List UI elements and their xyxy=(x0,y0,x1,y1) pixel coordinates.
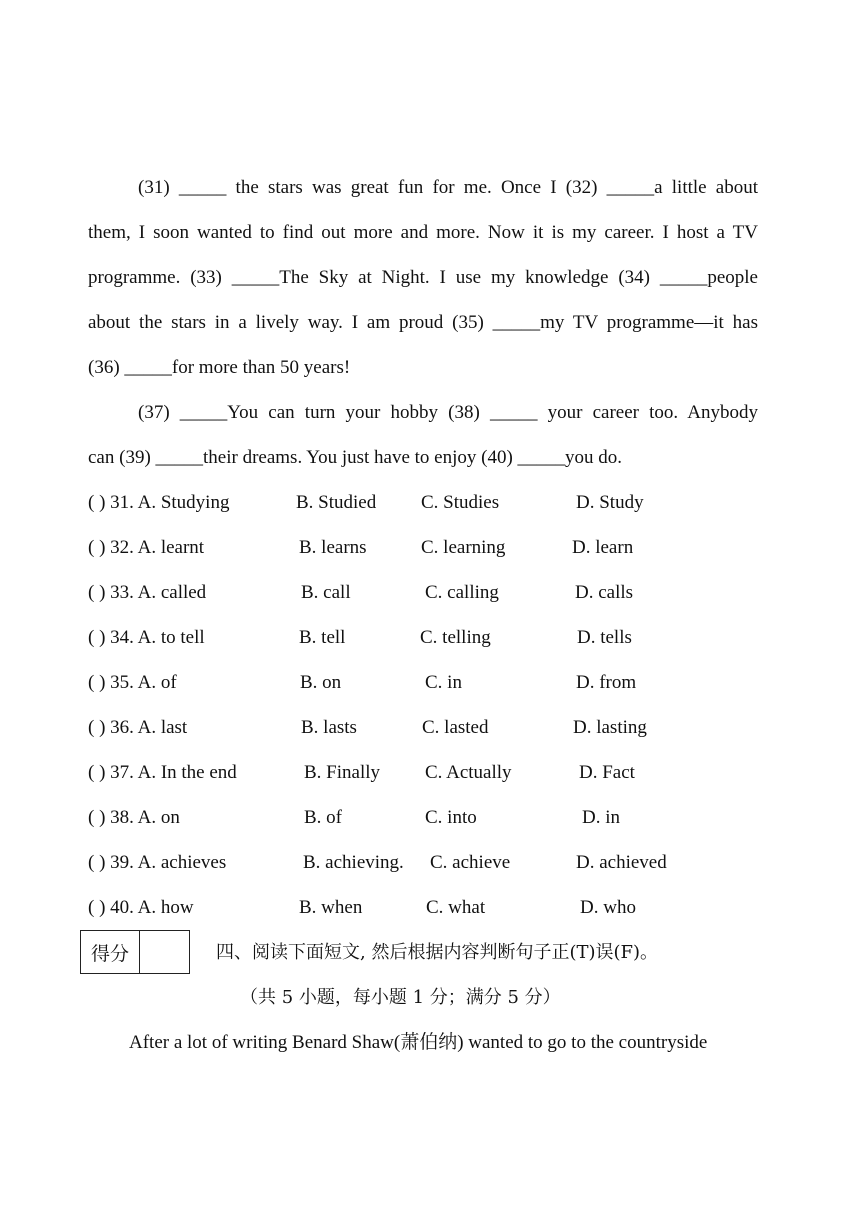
question-option-b: B. on xyxy=(300,672,342,693)
question-option-b: B. call xyxy=(301,582,351,603)
passage-line-3: programme. (33) _____The Sky at Night. I use my knowledge (34) _____people xyxy=(88,267,758,288)
question-option-a: ( ) 32. A. learnt xyxy=(88,537,205,558)
question-option-c: C. into xyxy=(425,807,477,828)
question-option-d: D. lasting xyxy=(573,717,647,738)
question-option-d: D. in xyxy=(582,807,620,828)
passage-line-1: (31) _____ the stars was great fun for me. Once I (32) _____a little about xyxy=(138,177,758,198)
question-option-d: D. learn xyxy=(572,537,634,558)
question-option-c: C. in xyxy=(425,672,462,693)
passage-line-4: about the stars in a lively way. I am proud (35) _____my TV programme—it has xyxy=(88,312,758,333)
question-option-c: C. what xyxy=(426,897,486,918)
question-option-b: B. of xyxy=(304,807,342,828)
question-option-b: B. Finally xyxy=(304,762,381,783)
question-option-b: B. achieving. xyxy=(303,852,404,873)
question-option-a: ( ) 35. A. of xyxy=(88,672,177,693)
question-option-a: ( ) 31. A. Studying xyxy=(88,492,230,513)
reading-first-line: After a lot of writing Benard Shaw(萧伯纳) wanted to go to the countryside xyxy=(129,1032,708,1053)
question-option-a: ( ) 36. A. last xyxy=(88,717,188,738)
question-option-b: B. tell xyxy=(299,627,346,648)
question-option-a: ( ) 37. A. In the end xyxy=(88,762,237,783)
question-option-c: C. Actually xyxy=(425,762,512,783)
question-option-a: ( ) 38. A. on xyxy=(88,807,180,828)
question-option-a: ( ) 33. A. called xyxy=(88,582,207,603)
question-option-c: C. Studies xyxy=(421,492,500,513)
question-option-d: D. Fact xyxy=(579,762,635,783)
question-option-d: D. Study xyxy=(576,492,644,513)
question-option-d: D. tells xyxy=(577,627,632,648)
passage-line-5: (36) _____for more than 50 years! xyxy=(88,357,351,378)
question-option-b: B. when xyxy=(299,897,363,918)
section-heading: 四、阅读下面短文, 然后根据内容判断句子正(T)误(F)。 xyxy=(216,942,659,963)
passage-line-2: them, I soon wanted to find out more and more. Now it is my career. I host a TV xyxy=(88,222,758,243)
question-option-a: ( ) 34. A. to tell xyxy=(88,627,205,648)
question-option-c: C. achieve xyxy=(430,852,511,873)
question-option-b: B. Studied xyxy=(296,492,377,513)
question-option-b: B. learns xyxy=(299,537,367,558)
question-option-b: B. lasts xyxy=(301,717,357,738)
question-option-d: D. from xyxy=(576,672,637,693)
score-label: 得分 xyxy=(81,931,140,973)
question-option-d: D. achieved xyxy=(576,852,667,873)
passage-line-6: (37) _____You can turn your hobby (38) _____ your career too. Anybody xyxy=(138,402,758,423)
score-field[interactable] xyxy=(140,931,189,973)
question-option-c: C. learning xyxy=(421,537,506,558)
question-option-d: D. who xyxy=(580,897,636,918)
section-subheading: （共 5 小题，每小题 1 分；满分 5 分） xyxy=(240,987,561,1008)
question-option-a: ( ) 39. A. achieves xyxy=(88,852,227,873)
question-option-d: D. calls xyxy=(575,582,634,603)
passage-line-7: can (39) _____their dreams. You just have to enjoy (40) _____you do. xyxy=(88,447,623,468)
question-option-a: ( ) 40. A. how xyxy=(88,897,194,918)
score-box xyxy=(80,930,190,974)
question-option-c: C. lasted xyxy=(422,717,489,738)
question-option-c: C. telling xyxy=(420,627,491,648)
question-option-c: C. calling xyxy=(425,582,499,603)
